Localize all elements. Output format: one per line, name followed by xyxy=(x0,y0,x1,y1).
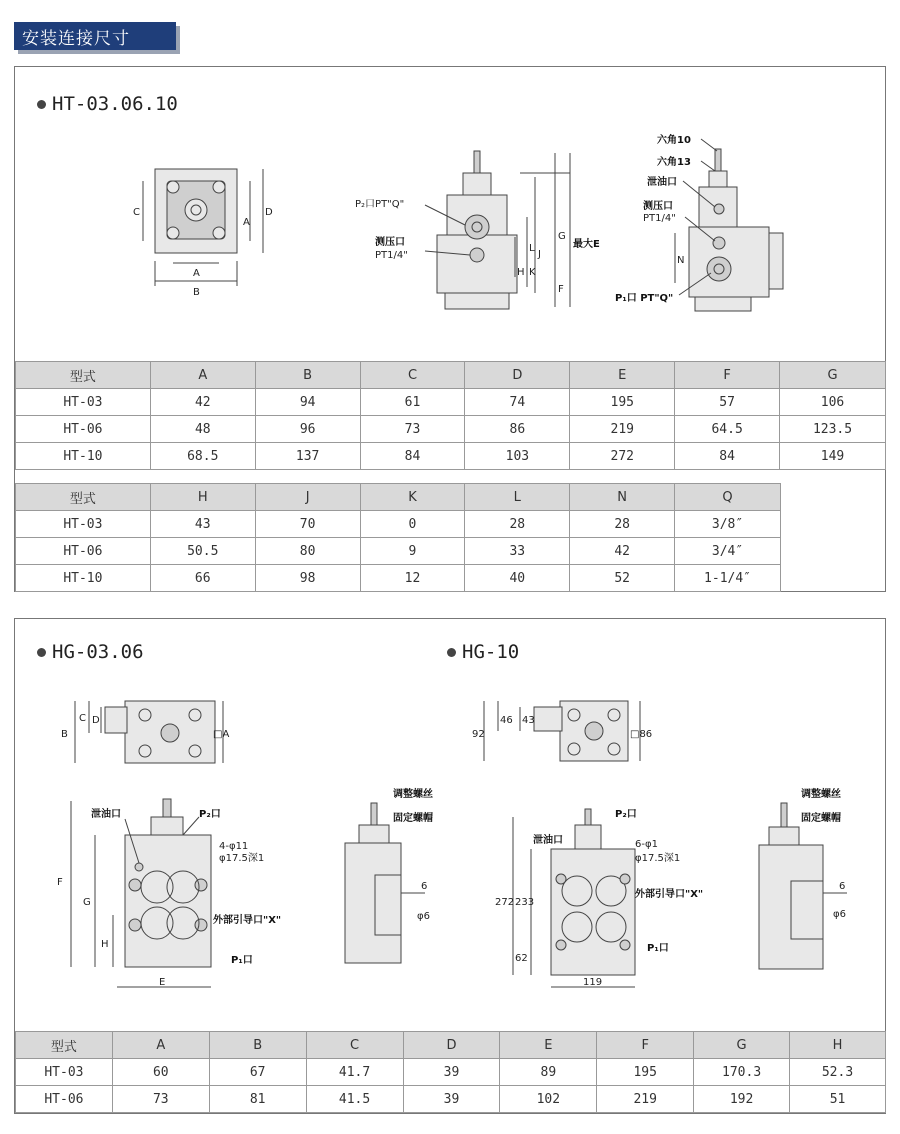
hg-title-left: HG-03.06 xyxy=(37,641,144,663)
table-cell: 86 xyxy=(465,416,570,443)
hg10-dim-272: 272 xyxy=(495,897,515,908)
hg0306-side-view-drawing xyxy=(335,785,455,985)
hg10-dim-6: 6 xyxy=(839,881,846,892)
hg-dim-f: F xyxy=(57,877,63,888)
table-cell: 50.5 xyxy=(150,538,255,565)
table-cell: 52 xyxy=(570,565,675,592)
bullet-icon xyxy=(447,648,456,657)
table-cell: 96 xyxy=(255,416,360,443)
table-cell: 137 xyxy=(255,443,360,470)
table-cell: HT-03 xyxy=(16,1059,113,1086)
table-row xyxy=(16,389,886,416)
table-cell: 39 xyxy=(403,1059,500,1086)
hg10-dim-62: 62 xyxy=(515,953,528,964)
table-header-cell: 型式 xyxy=(16,1032,113,1059)
ht-hex10-label: 六角10 xyxy=(657,135,691,146)
table-row xyxy=(16,1086,886,1113)
table-row xyxy=(16,565,781,592)
table-header-row xyxy=(16,484,781,511)
table-header-cell: D xyxy=(465,362,570,389)
table-row xyxy=(16,511,781,538)
table-cell: 61 xyxy=(360,389,465,416)
hg-dim-6: 6 xyxy=(421,881,428,892)
table-cell: 102 xyxy=(500,1086,597,1113)
ht-top-view-drawing xyxy=(125,161,275,301)
table-cell: 28 xyxy=(570,511,675,538)
table-header-cell: Q xyxy=(675,484,781,511)
table-cell: HT-06 xyxy=(16,416,151,443)
table-cell: 67 xyxy=(209,1059,306,1086)
table-cell: 66 xyxy=(150,565,255,592)
ht-front-view-drawing xyxy=(355,147,600,317)
hg-dim-b: B xyxy=(61,729,68,740)
table-header-row xyxy=(16,1032,886,1059)
hg-dim-g: G xyxy=(83,897,91,908)
hg-spec-table xyxy=(15,1031,886,1113)
ht-gauge-port-r-label: 测压口 xyxy=(643,201,673,212)
hg10-dim-233: 233 xyxy=(515,897,535,908)
table-cell: 170.3 xyxy=(694,1059,790,1086)
ht-dim-a-bottom: A xyxy=(193,268,200,279)
table-header-cell: F xyxy=(675,362,780,389)
table-cell: 51 xyxy=(790,1086,886,1113)
table-cell: 74 xyxy=(465,389,570,416)
table-cell: HT-03 xyxy=(16,511,151,538)
table-header-cell: B xyxy=(209,1032,306,1059)
table-cell: 149 xyxy=(780,443,886,470)
hg10-top-view-drawing xyxy=(470,695,660,775)
hg-holes-label: 4-φ11 xyxy=(219,841,249,852)
ht-max-e-label: 最大E xyxy=(573,239,600,250)
hg10-dim-46: 46 xyxy=(500,715,513,726)
ht-dim-n: N xyxy=(677,255,685,266)
hg10-adj-label: 调整螺丝 xyxy=(801,789,841,800)
section-header-banner xyxy=(14,22,176,50)
table-cell: 41.5 xyxy=(306,1086,403,1113)
ht-p1-port-label: P₁口 PT"Q" xyxy=(615,293,674,304)
table-cell: 28 xyxy=(465,511,570,538)
hg10-front-view-drawing xyxy=(485,805,705,995)
table-cell: 41.7 xyxy=(306,1059,403,1086)
table-cell: 195 xyxy=(597,1059,694,1086)
table-row xyxy=(16,416,886,443)
table-header-cell: L xyxy=(465,484,570,511)
table-cell: HT-10 xyxy=(16,443,151,470)
table-cell: 219 xyxy=(597,1086,694,1113)
table-header-cell: C xyxy=(360,362,465,389)
ht-gauge-thread-label: PT1/4" xyxy=(375,250,408,261)
hg10-dim-92: 92 xyxy=(472,729,485,740)
table-cell: 84 xyxy=(360,443,465,470)
ht-dim-j: J xyxy=(538,249,541,260)
hg10-holes-label: 6-φ1 xyxy=(635,839,658,850)
table-cell: 1-1/4″ xyxy=(675,565,781,592)
hg10-p1-label: P₁口 xyxy=(647,943,669,954)
bullet-icon xyxy=(37,648,46,657)
table-cell: 73 xyxy=(112,1086,209,1113)
table-cell: 272 xyxy=(570,443,675,470)
table-cell: 40 xyxy=(465,565,570,592)
hg-dim-c: C xyxy=(79,713,86,724)
table-cell: 0 xyxy=(360,511,465,538)
table-cell: 219 xyxy=(570,416,675,443)
table-header-cell: 型式 xyxy=(16,362,151,389)
ht-dim-l: L xyxy=(529,243,535,254)
hg-ext-pilot-label: 外部引导口"X" xyxy=(213,915,282,926)
table-header-cell: B xyxy=(255,362,360,389)
hg10-counterbore-label: φ17.5深1 xyxy=(635,853,681,864)
hg10-dim-119: 119 xyxy=(583,977,603,988)
hg-dim-h: H xyxy=(101,939,109,950)
table-header-cell: F xyxy=(597,1032,694,1059)
hg-p2-port-label: P₂口 xyxy=(199,809,221,820)
table-header-cell: J xyxy=(255,484,360,511)
table-header-cell: 型式 xyxy=(16,484,151,511)
bullet-icon xyxy=(37,100,46,109)
table-row xyxy=(16,1059,886,1086)
table-header-cell: E xyxy=(500,1032,597,1059)
table-cell: 9 xyxy=(360,538,465,565)
table-cell: 103 xyxy=(465,443,570,470)
table-cell: 70 xyxy=(255,511,360,538)
ht-dim-h: H xyxy=(517,267,525,278)
hg-lock-nut-label: 固定螺帽 xyxy=(393,813,433,824)
section-header-title: 安装连接尺寸 xyxy=(22,28,130,49)
table-cell: 39 xyxy=(403,1086,500,1113)
hg-dia-6: φ6 xyxy=(417,911,430,922)
hg-dim-a: □A xyxy=(213,729,230,740)
hg-drain-port-label: 泄油口 xyxy=(91,809,121,820)
table-header-cell: E xyxy=(570,362,675,389)
table-cell: 33 xyxy=(465,538,570,565)
ht-title: HT-03.06.10 xyxy=(37,93,178,115)
table-cell: HT-06 xyxy=(16,538,151,565)
table-cell: 60 xyxy=(112,1059,209,1086)
table-cell: 3/4″ xyxy=(675,538,781,565)
ht-spec-table-1 xyxy=(15,361,886,470)
ht-spec-table-2 xyxy=(15,483,781,592)
table-header-cell: A xyxy=(150,362,255,389)
hg-title-right: HG-10 xyxy=(447,641,519,663)
table-cell: HT-03 xyxy=(16,389,151,416)
table-cell: 52.3 xyxy=(790,1059,886,1086)
table-header-cell: G xyxy=(780,362,886,389)
table-cell: 80 xyxy=(255,538,360,565)
hg-dim-e: E xyxy=(159,977,166,988)
table-cell: HT-06 xyxy=(16,1086,113,1113)
hg-dim-d: D xyxy=(92,715,100,726)
hg-counterbore-label: φ17.5深1 xyxy=(219,853,265,864)
table-cell: 68.5 xyxy=(150,443,255,470)
ht-dim-b: B xyxy=(193,287,200,298)
table-cell: 48 xyxy=(150,416,255,443)
table-row xyxy=(16,538,781,565)
ht-p2-port-label: P₂口PT"Q" xyxy=(355,199,405,210)
hg10-dia-6: φ6 xyxy=(833,909,846,920)
table-header-cell: A xyxy=(112,1032,209,1059)
table-cell: HT-10 xyxy=(16,565,151,592)
hg10-drain-label: 泄油口 xyxy=(533,835,563,846)
hg10-side-view-drawing xyxy=(751,785,881,985)
table-cell: 195 xyxy=(570,389,675,416)
table-cell: 42 xyxy=(150,389,255,416)
ht-side-view-drawing xyxy=(615,123,795,323)
ht-dim-d: D xyxy=(265,207,273,218)
hg0306-top-view-drawing xyxy=(55,693,235,773)
hg10-nut-label: 固定螺帽 xyxy=(801,813,841,824)
table-cell: 89 xyxy=(500,1059,597,1086)
ht-drain-port-label: 泄油口 xyxy=(647,177,677,188)
hg-panel xyxy=(14,618,886,1114)
hg10-dim-86: □86 xyxy=(630,729,653,740)
ht-dim-f: F xyxy=(558,284,564,295)
ht-gauge-thread-r-label: PT1/4" xyxy=(643,213,676,224)
table-cell: 12 xyxy=(360,565,465,592)
ht-panel xyxy=(14,66,886,592)
hg0306-front-view-drawing xyxy=(55,795,305,995)
ht-gauge-port-label: 测压口 xyxy=(375,237,405,248)
table-cell: 64.5 xyxy=(675,416,780,443)
table-cell: 81 xyxy=(209,1086,306,1113)
ht-hex13-label: 六角13 xyxy=(657,157,691,168)
hg10-dim-43: 43 xyxy=(522,715,535,726)
table-cell: 42 xyxy=(570,538,675,565)
table-header-row xyxy=(16,362,886,389)
table-cell: 3/8″ xyxy=(675,511,781,538)
table-cell: 98 xyxy=(255,565,360,592)
ht-dim-a-side: A xyxy=(243,217,250,228)
ht-dim-c: C xyxy=(133,207,140,218)
table-cell: 94 xyxy=(255,389,360,416)
table-header-cell: N xyxy=(570,484,675,511)
table-cell: 123.5 xyxy=(780,416,886,443)
table-cell: 106 xyxy=(780,389,886,416)
hg10-p2-label: P₂口 xyxy=(615,809,637,820)
table-cell: 73 xyxy=(360,416,465,443)
hg-adj-screw-label: 调整螺丝 xyxy=(393,789,433,800)
table-header-cell: C xyxy=(306,1032,403,1059)
table-header-cell: K xyxy=(360,484,465,511)
table-cell: 84 xyxy=(675,443,780,470)
table-cell: 43 xyxy=(150,511,255,538)
table-row xyxy=(16,443,886,470)
table-cell: 57 xyxy=(675,389,780,416)
ht-dim-k: K xyxy=(529,267,536,278)
table-header-cell: D xyxy=(403,1032,500,1059)
table-header-cell: G xyxy=(694,1032,790,1059)
table-cell: 192 xyxy=(694,1086,790,1113)
ht-dim-g: G xyxy=(558,231,566,242)
hg10-ext-label: 外部引导口"X" xyxy=(635,889,704,900)
hg-p1-port-label: P₁口 xyxy=(231,955,253,966)
table-header-cell: H xyxy=(150,484,255,511)
table-header-cell: H xyxy=(790,1032,886,1059)
